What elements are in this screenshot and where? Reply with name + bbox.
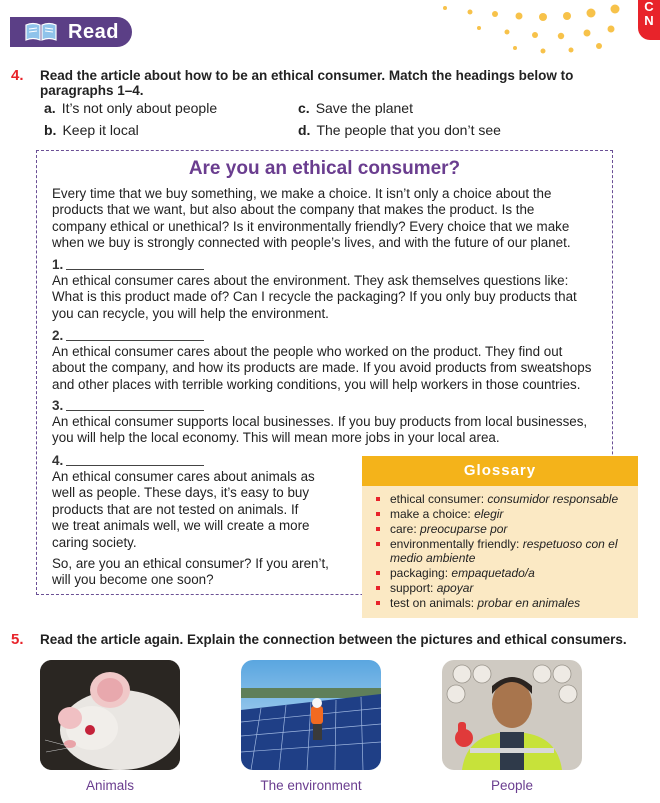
- glossary-title: Glossary: [362, 456, 638, 486]
- mouse-photo: [40, 660, 180, 770]
- paragraph-1: An ethical consumer cares about the environment. They ask themselves questions like: What is this product made of? Can I recycle the packaging? If you only buy products that you can recycle, you will help the environment.: [52, 273, 577, 321]
- article-closing: So, are you an ethical consumer? If you aren’t, will you become one soon?: [52, 556, 329, 588]
- read-section-tab: [10, 17, 132, 47]
- heading-option-c: c. Save the planet: [298, 100, 413, 116]
- paragraph-4: An ethical consumer cares about animals as well as people. These days, it’s easy to buy products that are not tested on animals. If we treat animals well, we will create a more caring society.: [52, 469, 315, 550]
- paragraph-3: An ethical consumer supports local businesses. If you buy products from local businesses, you will help the local economy. This will mean more jobs in your local area.: [52, 414, 588, 446]
- solar-panels-illustration: [241, 660, 381, 770]
- q4-instruction: Read the article about how to be an ethical consumer. Match the headings below to paragraphs 1–4.: [40, 68, 574, 98]
- heading-option-d: d. The people that you don’t see: [298, 122, 501, 138]
- q5-instruction: Read the article again. Explain the connection between the pictures and ethical consumers.: [40, 632, 627, 647]
- glossary-item: care: preocuparse por: [390, 522, 508, 536]
- heading-option-b: b. Keep it local: [44, 122, 139, 138]
- glossary-item: packaging: empaquetado/a: [390, 566, 535, 580]
- caption-people: People: [490, 778, 534, 793]
- glossary-item: support: apoyar: [390, 581, 474, 595]
- article-intro: Every time that we buy something, we make a choice. It isn’t only a choice about the products that we want, but also about the company that makes the product. Is the company ethical or unethical? Is it environmentally friendly? Every choice that we make when we buy is strongly connected with people’s lives, and with the future of our planet.: [52, 186, 571, 251]
- glossary-bullet: [376, 571, 380, 575]
- paragraph-2-number: 2.: [52, 328, 64, 343]
- corner-tab: C N: [638, 0, 660, 40]
- article-title: Are you an ethical consumer?: [188, 158, 461, 179]
- q4-number: 4.: [11, 67, 24, 84]
- glossary-bullet: [376, 586, 380, 590]
- heading-option-a: a. It’s not only about people: [44, 100, 218, 116]
- caption-environment: The environment: [260, 778, 362, 793]
- q5-number: 5.: [11, 631, 24, 648]
- q5-header: [11, 631, 24, 649]
- mouse-illustration: [40, 660, 180, 770]
- paragraph-3-number: 3.: [52, 398, 64, 413]
- worker-photo: [442, 660, 582, 770]
- paragraph-2: An ethical consumer cares about the people who worked on the product. They find out about the company, and how its products are made. If you avoid products from sweatshops and other places with terrible working conditions, you will help workers in those countries.: [52, 344, 592, 392]
- glossary-bullet: [376, 542, 380, 546]
- glossary-item: ethical consumer: consumidor responsable: [390, 492, 619, 506]
- glossary-bullet: [376, 497, 380, 501]
- glossary-item: make a choice: elegir: [390, 507, 504, 521]
- glossary-bullet: [376, 527, 380, 531]
- q4-header: [11, 67, 24, 85]
- paragraph-1-number: 1.: [52, 257, 64, 272]
- glossary-bullet: [376, 601, 380, 605]
- decorative-dots: [415, 0, 660, 60]
- worker-illustration: [442, 660, 582, 770]
- paragraph-1-blank[interactable]: [66, 269, 204, 270]
- solar-panels-photo: [241, 660, 381, 770]
- glossary-item: environmentally friendly: respetuoso con el medio ambiente: [390, 537, 618, 565]
- paragraph-4-number: 4.: [52, 453, 64, 468]
- read-tab-label: Read: [68, 20, 119, 43]
- glossary-item: test on animals: probar en animales: [390, 596, 581, 610]
- paragraph-4-blank[interactable]: [66, 465, 204, 466]
- open-book-icon: [24, 22, 58, 42]
- paragraph-3-blank[interactable]: [66, 410, 204, 411]
- caption-animals: Animals: [85, 778, 134, 793]
- glossary-bullet: [376, 512, 380, 516]
- paragraph-2-blank[interactable]: [66, 340, 204, 341]
